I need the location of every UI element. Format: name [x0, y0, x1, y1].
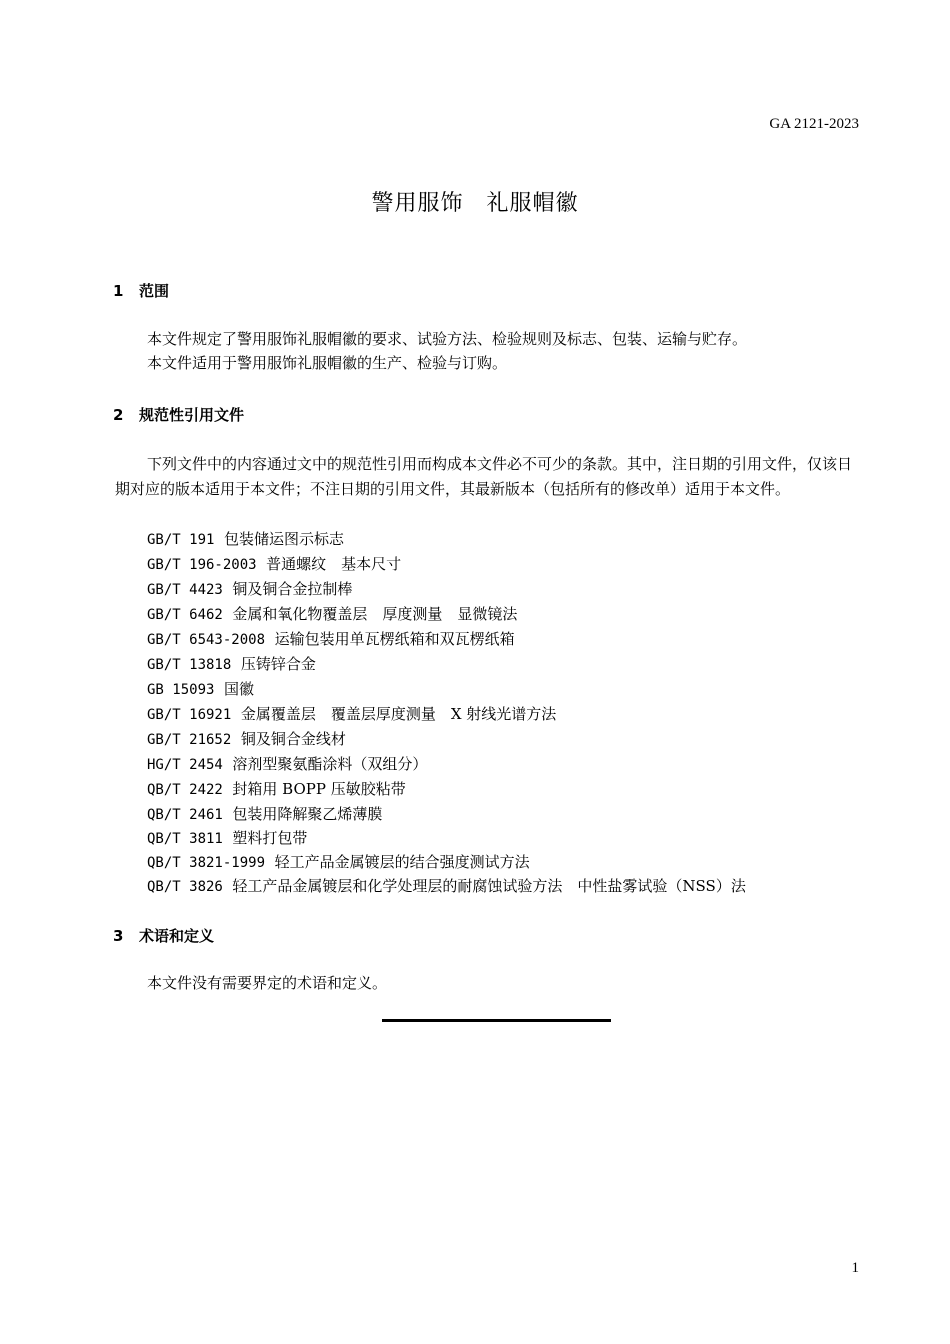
section-number: 1 [113, 282, 124, 300]
reference-item [147, 527, 344, 553]
reference-title: 塑料打包带 [232, 829, 308, 847]
reference-title: 包装储运图示标志 [223, 530, 344, 548]
reference-title: 金属和氧化物覆盖层 厚度测量 显微镜法 [232, 605, 518, 623]
document-title: 警用服饰 礼服帽徽 [371, 191, 579, 216]
section-heading-scope [113, 280, 169, 301]
reference-title: 金属覆盖层 覆盖层厚度测量 X 射线光谱方法 [240, 705, 557, 723]
reference-code: GB/T 21652 [147, 732, 232, 748]
reference-code: QB/T 2461 [147, 807, 223, 823]
reference-code: GB/T 4423 [147, 582, 223, 598]
reference-item [147, 677, 254, 703]
reference-code: GB/T 16921 [147, 707, 232, 723]
section-heading-normative-references [113, 404, 244, 425]
reference-code: QB/T 3826 [147, 879, 223, 895]
reference-code: GB/T 6462 [147, 607, 223, 623]
reference-code: GB/T 6543-2008 [147, 632, 266, 648]
reference-code: QB/T 3811 [147, 831, 223, 847]
references-intro-paragraph: 下列文件中的内容通过文中的规范性引用而构成本文件必不可少的条款。其中，注日期的引用文件，仅该日期对应的版本适用于本文件；不注日期的引用文件，其最新版本（包括所有的修改单）适用于本文件。 [115, 455, 853, 498]
standard-code: GA 2121-2023 [769, 116, 859, 132]
reference-item [147, 552, 401, 578]
reference-title: 轻工产品金属镀层和化学处理层的耐腐蚀试验方法 中性盐雾试验（NSS）法 [232, 877, 746, 895]
reference-item [147, 602, 517, 628]
reference-code: QB/T 3821-1999 [147, 855, 266, 871]
reference-code: HG/T 2454 [147, 757, 223, 773]
reference-item [147, 850, 530, 876]
reference-title: 压铸锌合金 [240, 655, 316, 673]
reference-title: 轻工产品金属镀层的结合强度测试方法 [274, 853, 530, 871]
reference-title: 包装用降解聚乙烯薄膜 [232, 805, 383, 823]
scope-paragraph-2: 本文件适用于警用服饰礼服帽徽的生产、检验与订购。 [147, 354, 508, 372]
reference-title: 溶剂型聚氨酯涂料（双组分） [232, 755, 428, 773]
section-heading-terms-and-definitions [113, 925, 214, 946]
section-number: 3 [113, 927, 124, 945]
reference-code: GB 15093 [147, 682, 215, 698]
section-title: 范围 [139, 282, 170, 300]
scope-paragraph-1: 本文件规定了警用服饰礼服帽徽的要求、试验方法、检验规则及标志、包装、运输与贮存。 [147, 330, 748, 348]
reference-item [147, 652, 316, 678]
reference-item [147, 702, 556, 728]
reference-code: GB/T 191 [147, 532, 215, 548]
reference-code: GB/T 196-2003 [147, 557, 257, 573]
section-number: 2 [113, 406, 124, 424]
reference-title: 国徽 [223, 680, 254, 698]
reference-title: 铜及铜合金线材 [240, 730, 346, 748]
section-title: 规范性引用文件 [139, 406, 245, 424]
section-title: 术语和定义 [139, 927, 215, 945]
end-of-text-line [382, 1019, 611, 1022]
reference-item [147, 727, 346, 753]
reference-item [147, 777, 406, 803]
reference-title: 运输包装用单瓦楞纸箱和双瓦楞纸箱 [274, 630, 515, 648]
reference-code: GB/T 13818 [147, 657, 232, 673]
reference-item [147, 874, 746, 900]
reference-title: 铜及铜合金拉制棒 [232, 580, 353, 598]
reference-title: 封箱用 BOPP 压敏胶粘带 [232, 780, 406, 798]
reference-item [147, 802, 382, 828]
reference-title: 普通螺纹 基本尺寸 [266, 555, 402, 573]
terms-paragraph: 本文件没有需要界定的术语和定义。 [147, 974, 388, 992]
page-number: 1 [851, 1260, 859, 1276]
reference-item [147, 752, 427, 778]
reference-item [147, 577, 352, 603]
reference-code: QB/T 2422 [147, 782, 223, 798]
reference-item [147, 627, 515, 653]
reference-item [147, 826, 307, 852]
